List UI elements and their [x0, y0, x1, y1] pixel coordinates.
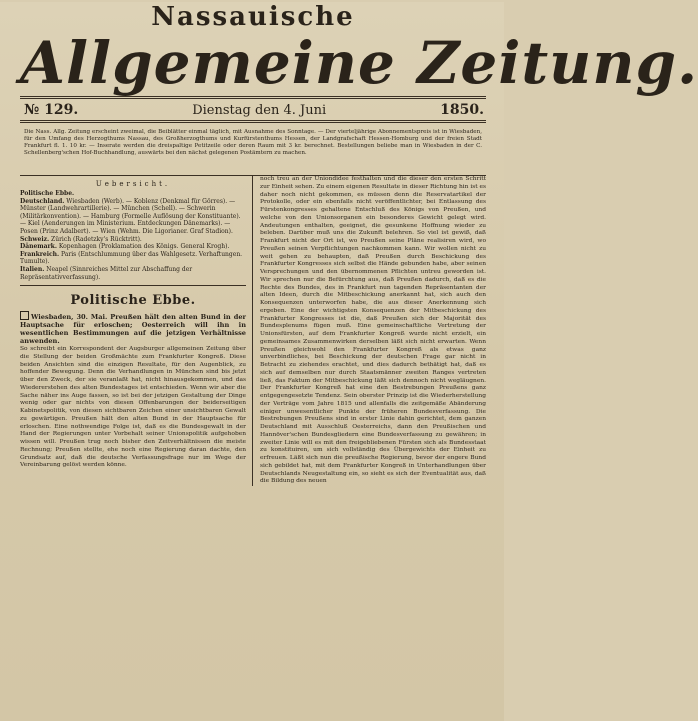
overview-item: Dänemark. Kopenhagen (Proklamation des Königs. General Krogh). [20, 243, 230, 251]
left-column [20, 176, 253, 486]
masthead-title: Allgemeine Zeitung. [20, 29, 698, 97]
article-body-left: So schreibt ein Korrespondent der Augsburger allgemeinen Zeitung über die Stellung der beiden Großmächte zum Frankfurter Kongreß. Diese beiden Ansichten sind die einzigen Resultate, für den Augenblick, zu hoffender Bewegung. Denn die Verhandlungen in München sind bis jetzt über den Zweck, der sie veranlaßt hat, nicht hinausgekommen, und das Wiedererstehen des alten Bundestages ist entschieden. Wenn wir aber die Sache näher ins Auge fassen, so ist bei der jetzigen Gestaltung der Dinge wenig oder gar nichts von diesen Offenbarungen der beiderseitigen Kabinetspolitik, von diesen sichtbaren Zeichen einer unsichtbaren Gewalt zu gewärtigen. Preußen hält den alten Bund in der Hauptsache für erloschen. Eine nothwendige Folge ist, daß es die Bundesgewalt in der Hand der Regierungen unter Vorbehalt seiner Unionspolitik aufgehoben wissen will. Preußen trug noch bisher den Zeitverhältnissen die meiste Rechnung; Preußen stellte, ehe noch eine Regierung daran dachte, den Grundsatz auf, daß die deutsche Verfassungsfrage nur im Wege der Vereinbarung gelöst werden könne. [20, 346, 246, 469]
square-ornament-icon [20, 311, 29, 320]
issue-year: 1850. [440, 102, 484, 118]
article-title: Politische Ebbe. [70, 293, 196, 309]
overview-item: Italien. Neapel (Sinnreiches Mittel zur Abschaffung der Repräsentativverfassung). [20, 265, 193, 281]
right-column [253, 176, 486, 486]
article-body-right: noch treu an der Uniondidee festhalten und die dieser den ersten Schritt zur Einheit sehen. Zu einem eigenen Resultate in dieser Richtung hin ist es daher noch nicht gekommen, es müssen denn die Reservatartikel der Protokolle, oder ein ebenfalls nicht veröffentlichter, bei Entlassung des Fürstenkongresses gehaltene Entschluß des Königs von Preußen, und welche von den Unionsorganen ein besonderes Gewicht gelegt wird. Andeutungen enthalten, geeignet, die gesunkene Hoffnung wieder zu beleben. Darüber muß uns die Zukunft belehren. So viel ist gewiß, daß Frankfurt nicht der Ort ist, wo Preußen seine Pläne realisiren wird, wo Preußen seinen Verpflichtungen nachkommen kann. Wir wollen nicht zu weit gehen zu behaupten, daß Preußen durch Beschickung des Frankfurter Kongresses sich selbst die Hände gebunden habe, aber seinen Versprechungen und den übernommenen Pflichten untreu geworden ist. Wir sprechen nur die Befürchtung aus, daß Preußen dadurch, daß es die Rechte des Bundes, des in Frankfurt nun tagenden Repräsentanten der alten Ideen, durch die Mitbeschickung anerkannt hat, sich auch den Konsequenzen unterworfen habe, die aus dieser Anerkennung sich ergeben. Eine der wichtigsten Konsequenzen der Mitbeschickung des Frankfurter Kongresses ist die, daß Preußen sich der Majorität des Bundesplenums fügen muß. Eine gemeinschaftliche Vertretung der Unionsfürsten, auf dem Frankfurter Kongreß wurde nicht erzielt, ein gemeinsames Zusammenwirken derselben läßt sich nicht erwarten. Wenn Preußen gleichwohl den Frankfurter Kongreß als etwas ganz unverbindliches, bei Beschickung der deutschen Frage gar nicht in Betracht zu ziehendes erachtet, und dies dadurch bethätigt hat, daß es sich auf demselben nur durch Staatsmänner zweiten Ranges vertreten ließ, das Faktum der Mitbeschickung läßt sich dennoch nicht wegläugnen. Der Frankfurter Kongreß hat eine den Bestrebungen Preußens ganz entgegengesetzte Tendenz. Sein oberster Prinzip ist die Wiederherstellung der Verträge vom Jahre 1815 und allenfalls die zeitgemäße Abänderung einiger unwesentlicher Punkte der früheren Bundesverfassung. Die Bestrebungen Preußens sind in erster Linie dahin gerichtet, dem ganzen Deutschland mit Ausschluß Oesterreichs, dann den Preußischen und Hannöver'schen Bundesgliedern eine Bundesverfassung zu gewähren; in zweiter Linie will es mit den freigebliebenen Fürsten sich als Bundesstaat zu konstituiren, um sich vollständig des Übergewichts der Einheit zu erfreuen. Läßt sich nun die preußische Regierung, bevor der engere Bund sich gebildet hat, mit dem Frankfurter Kongreß in Unterhandlungen über Deutschlands Neugestaltung ein, so sieht es sich der Eventualität aus, daß die Bildung des neuen [260, 176, 486, 485]
subscription-notice: Die Nass. Allg. Zeitung erscheint zweimal, die Beiblätter einmal täglich, mit Ausnahme des Sonntage. — Der vierteljährige Abonnementspreis ist in Wiesbaden, für den Umfang des Herzogthums Nassau, des Großherzogthums und Kurfürstenthums Hessen, der Landgrafschaft Hessen-Homburg und der freien Stadt Frankfurt fl. 1. 10 kr. — Inserate werden die dreispaltige Petitzeile oder deren Raum mit 3 kr. berechnet. Bestellungen beliebe man in Wiesbaden in der C. Schellenberg'schen Hof-Buchhandlung, auswärts bei den nächst gelegenen Postämtern zu machen. [24, 129, 482, 157]
issue-date: Dienstag den 4. Juni [192, 103, 327, 118]
overview-item: Deutschland. Wiesbaden (Werb). — Koblenz (Denkmal für Görres). — Münster (Landwehrartillerie). — München (Schell). — Schwerin (Militärkonvention). — Hamburg (Formelle Auflösung der Konstituante). — Kiel (Aenderungen im Ministerium. Entdeckungen Dänemarks). — Posen (Prinz Adalbert). — Wien (Wehm. Die Ligorianer. Graf Stadion). [20, 197, 241, 235]
newspaper-page [0, 2, 698, 721]
issue-number: № 129. [24, 102, 79, 118]
overview-item: Politische Ebbe. [20, 190, 75, 197]
overview-list [20, 190, 246, 281]
masthead-top: Nassauische [151, 2, 355, 32]
overview-item: Schweiz. Zürich (Radetzky's Rücktritt). [20, 235, 142, 243]
columns [20, 176, 486, 486]
overview-heading: Uebersicht. [95, 180, 171, 188]
article-lead: Wiesbaden, 30. Mai. Preußen hält den alten Bund in der Hauptsache für erloschen; Oesterreich will ihn in wesentlichen Bestimmungen auf die jetzigen Verhältnisse anwenden. [20, 313, 246, 346]
overview-item: Frankreich. Paris (Entschlummung über das Wahlgesetz. Verhaftungen. Tumulte). [20, 250, 243, 266]
dateline [20, 99, 486, 120]
overview-rule [20, 285, 246, 286]
